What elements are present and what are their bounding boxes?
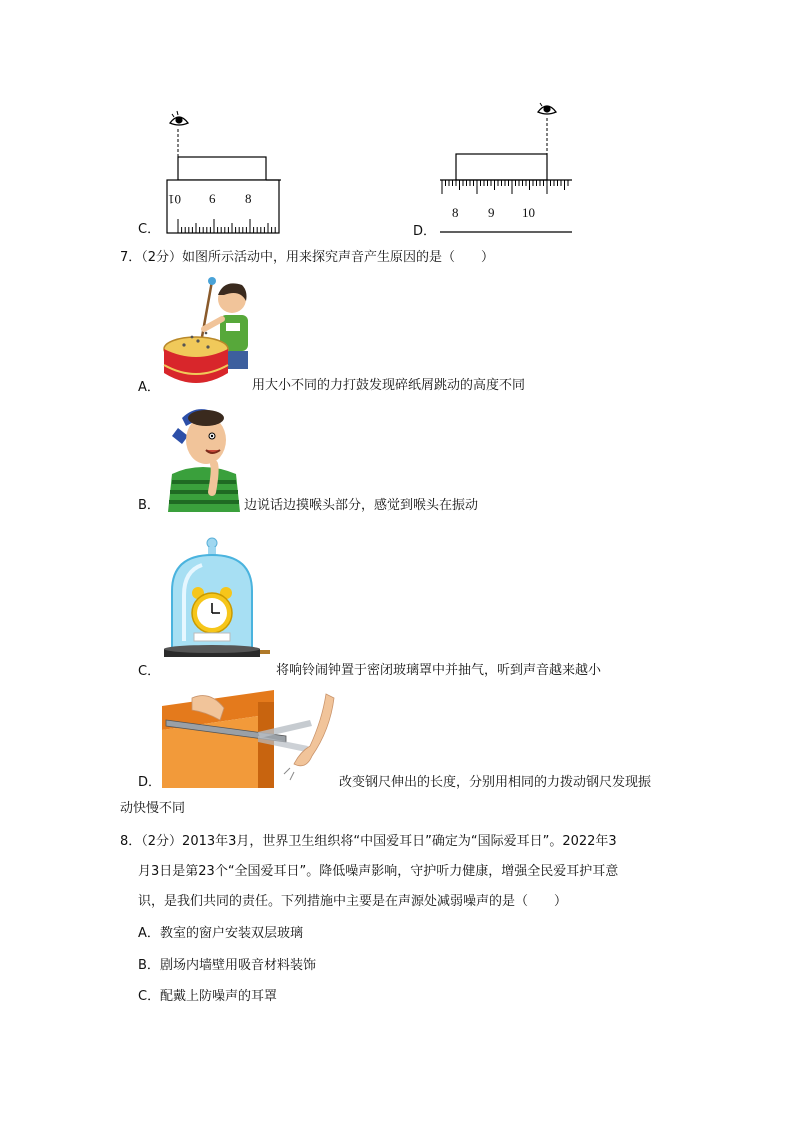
measured-block [178, 157, 266, 180]
drum-boy-illustration [162, 275, 254, 390]
tick-label: 01 [168, 192, 181, 207]
option-label: C． [138, 222, 161, 237]
ruler-body [167, 180, 279, 233]
option-label: B． [138, 498, 160, 513]
option-label: D． [413, 224, 437, 239]
ruler-ticks [442, 180, 568, 194]
option-text-continued: 动快慢不同 [120, 801, 186, 816]
option-label: A． [138, 380, 160, 395]
option-text: 配戴上防噪声的耳罩 [160, 989, 278, 1004]
option-label: D． [138, 775, 162, 790]
option-label: B． [138, 958, 160, 973]
option-text: 剧场内墙壁用吸音材料装饰 [160, 958, 317, 973]
throat-boy-illustration [162, 404, 242, 512]
tick-label: 8 [245, 191, 252, 206]
option-text: 边说话边摸喉头部分，感觉到喉头在振动 [244, 498, 479, 513]
option-text: 教室的窗户安装双层玻璃 [160, 926, 304, 941]
tick-label: 9 [488, 205, 495, 220]
eye-icon [538, 103, 556, 114]
bell-jar-illustration [162, 533, 274, 663]
option-label: A． [138, 926, 160, 941]
question-stem: 识，是我们共同的责任。下列措施中主要是在声源处减弱噪声的是（ ） [138, 894, 568, 909]
steel-ruler-illustration [162, 690, 340, 788]
question-stem: 7．（2分）如图所示活动中，用来探究声音产生原因的是（ ） [120, 250, 495, 265]
ruler-figure-c [160, 105, 290, 235]
option-text: 将响铃闹钟置于密闭玻璃罩中并抽气，听到声音越来越小 [276, 663, 602, 678]
eye-icon [170, 111, 188, 125]
question-stem: 月3日是第23个“全国爱耳日”。降低噪声影响，守护听力健康，增强全民爱耳护耳意 [138, 864, 619, 879]
measured-block [456, 154, 547, 180]
tick-label: 6 [209, 191, 216, 206]
option-label: C． [138, 989, 161, 1004]
tick-label: 10 [522, 205, 535, 220]
option-label: C． [138, 664, 161, 679]
option-text: 用大小不同的力打鼓发现碎纸屑跳动的高度不同 [252, 378, 526, 393]
tick-label: 8 [452, 205, 459, 220]
option-text: 改变钢尺伸出的长度，分别用相同的力拨动钢尺发现振 [339, 775, 652, 790]
question-stem: 8．（2分）2013年3月，世界卫生组织将“中国爱耳日”确定为“国际爱耳日”。2022年3 [120, 834, 617, 849]
